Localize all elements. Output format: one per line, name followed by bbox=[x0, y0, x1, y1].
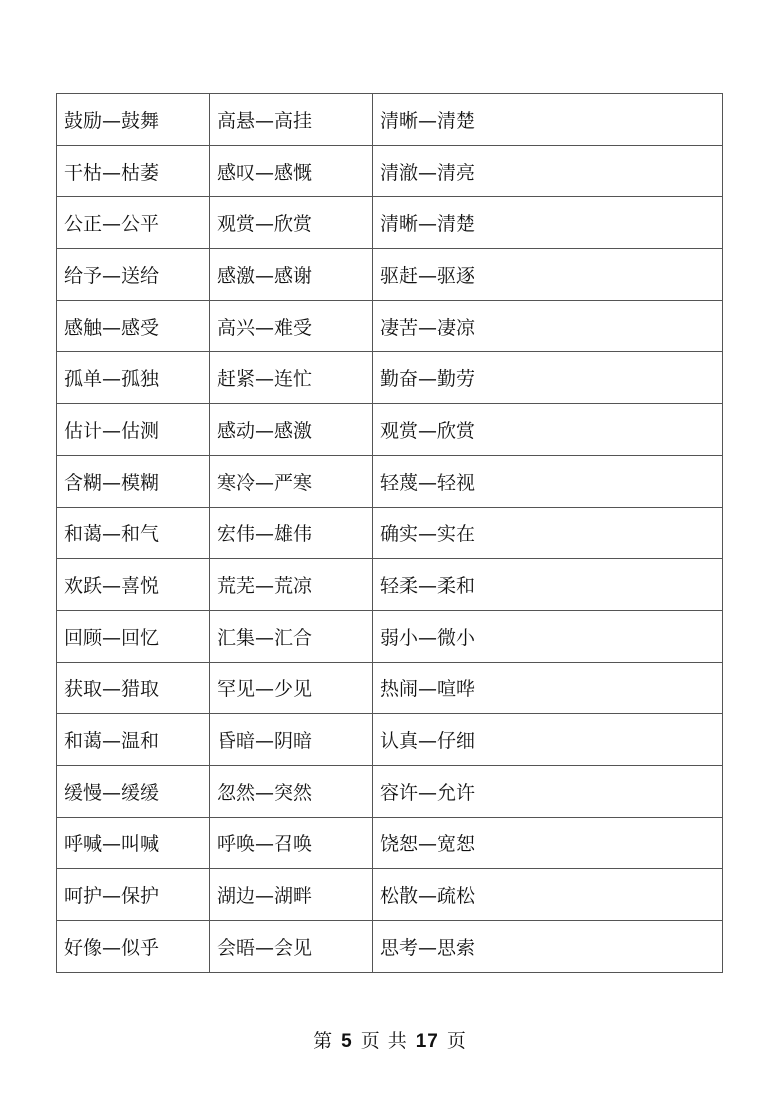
table-row bbox=[57, 765, 723, 817]
footer-middle: 页 共 bbox=[360, 1030, 408, 1052]
synonym-pair-cell: 弱小—微小 bbox=[373, 610, 723, 662]
synonym-pair-cell: 清晰—清楚 bbox=[373, 197, 723, 249]
synonym-table bbox=[56, 93, 723, 973]
table-row bbox=[57, 249, 723, 301]
synonym-pair-cell: 湖边—湖畔 bbox=[210, 869, 373, 921]
synonym-pair-cell: 观赏—欣赏 bbox=[210, 197, 373, 249]
synonym-pair-cell: 高悬—高挂 bbox=[210, 94, 373, 146]
synonym-pair-cell: 会晤—会见 bbox=[210, 921, 373, 973]
synonym-pair-cell: 罕见—少见 bbox=[210, 662, 373, 714]
table-row bbox=[57, 455, 723, 507]
table-row bbox=[57, 714, 723, 766]
table-row bbox=[57, 507, 723, 559]
table-row bbox=[57, 94, 723, 146]
table-row bbox=[57, 197, 723, 249]
synonym-pair-cell: 松散—疏松 bbox=[373, 869, 723, 921]
synonym-pair-cell: 轻柔—柔和 bbox=[373, 559, 723, 611]
table-row bbox=[57, 869, 723, 921]
page-footer bbox=[0, 1026, 780, 1053]
synonym-pair-cell: 鼓励—鼓舞 bbox=[57, 94, 210, 146]
synonym-pair-cell: 感叹—感慨 bbox=[210, 145, 373, 197]
synonym-pair-cell: 凄苦—凄凉 bbox=[373, 300, 723, 352]
synonym-pair-cell: 高兴—难受 bbox=[210, 300, 373, 352]
footer-suffix: 页 bbox=[446, 1030, 467, 1052]
synonym-pair-cell: 呵护—保护 bbox=[57, 869, 210, 921]
current-page-number: 5 bbox=[341, 1031, 353, 1052]
table-row bbox=[57, 300, 723, 352]
synonym-pair-cell: 热闹—喧哗 bbox=[373, 662, 723, 714]
synonym-pair-cell: 含糊—模糊 bbox=[57, 455, 210, 507]
synonym-pair-cell: 缓慢—缓缓 bbox=[57, 765, 210, 817]
table-row bbox=[57, 145, 723, 197]
synonym-pair-cell: 感激—感谢 bbox=[210, 249, 373, 301]
synonym-pair-cell: 好像—似乎 bbox=[57, 921, 210, 973]
synonym-pair-cell: 公正—公平 bbox=[57, 197, 210, 249]
synonym-pair-cell: 感触—感受 bbox=[57, 300, 210, 352]
synonym-pair-cell: 估计—估测 bbox=[57, 404, 210, 456]
synonym-pair-cell: 清晰—清楚 bbox=[373, 94, 723, 146]
footer-prefix: 第 bbox=[313, 1030, 334, 1052]
synonym-pair-cell: 轻蔑—轻视 bbox=[373, 455, 723, 507]
synonym-pair-cell: 饶恕—宽恕 bbox=[373, 817, 723, 869]
table-row bbox=[57, 817, 723, 869]
table-row bbox=[57, 662, 723, 714]
synonym-pair-cell: 呼喊—叫喊 bbox=[57, 817, 210, 869]
synonym-pair-cell: 思考—思索 bbox=[373, 921, 723, 973]
synonym-pair-cell: 寒冷—严寒 bbox=[210, 455, 373, 507]
synonym-pair-cell: 观赏—欣赏 bbox=[373, 404, 723, 456]
synonym-pair-cell: 昏暗—阴暗 bbox=[210, 714, 373, 766]
synonym-pair-cell: 清澈—清亮 bbox=[373, 145, 723, 197]
total-pages-number: 17 bbox=[415, 1031, 439, 1052]
synonym-pair-cell: 给予—送给 bbox=[57, 249, 210, 301]
synonym-pair-cell: 干枯—枯萎 bbox=[57, 145, 210, 197]
synonym-pair-cell: 和蔼—和气 bbox=[57, 507, 210, 559]
table-row bbox=[57, 921, 723, 973]
synonym-pair-cell: 认真—仔细 bbox=[373, 714, 723, 766]
synonym-pair-cell: 回顾—回忆 bbox=[57, 610, 210, 662]
synonym-pair-cell: 荒芜—荒凉 bbox=[210, 559, 373, 611]
synonym-pair-cell: 感动—感激 bbox=[210, 404, 373, 456]
table-body bbox=[57, 94, 723, 973]
synonym-pair-cell: 获取—猎取 bbox=[57, 662, 210, 714]
synonym-pair-cell: 汇集—汇合 bbox=[210, 610, 373, 662]
synonym-pair-cell: 驱赶—驱逐 bbox=[373, 249, 723, 301]
synonym-pair-cell: 宏伟—雄伟 bbox=[210, 507, 373, 559]
synonym-pair-cell: 赶紧—连忙 bbox=[210, 352, 373, 404]
synonym-pair-cell: 容许—允许 bbox=[373, 765, 723, 817]
synonym-pair-cell: 勤奋—勤劳 bbox=[373, 352, 723, 404]
table-row bbox=[57, 352, 723, 404]
table-row bbox=[57, 404, 723, 456]
synonym-pair-cell: 和蔼—温和 bbox=[57, 714, 210, 766]
synonym-pair-cell: 确实—实在 bbox=[373, 507, 723, 559]
synonym-pair-cell: 欢跃—喜悦 bbox=[57, 559, 210, 611]
synonym-pair-cell: 呼唤—召唤 bbox=[210, 817, 373, 869]
synonym-pair-cell: 忽然—突然 bbox=[210, 765, 373, 817]
synonym-pair-cell: 孤单—孤独 bbox=[57, 352, 210, 404]
table-row bbox=[57, 559, 723, 611]
table-row bbox=[57, 610, 723, 662]
